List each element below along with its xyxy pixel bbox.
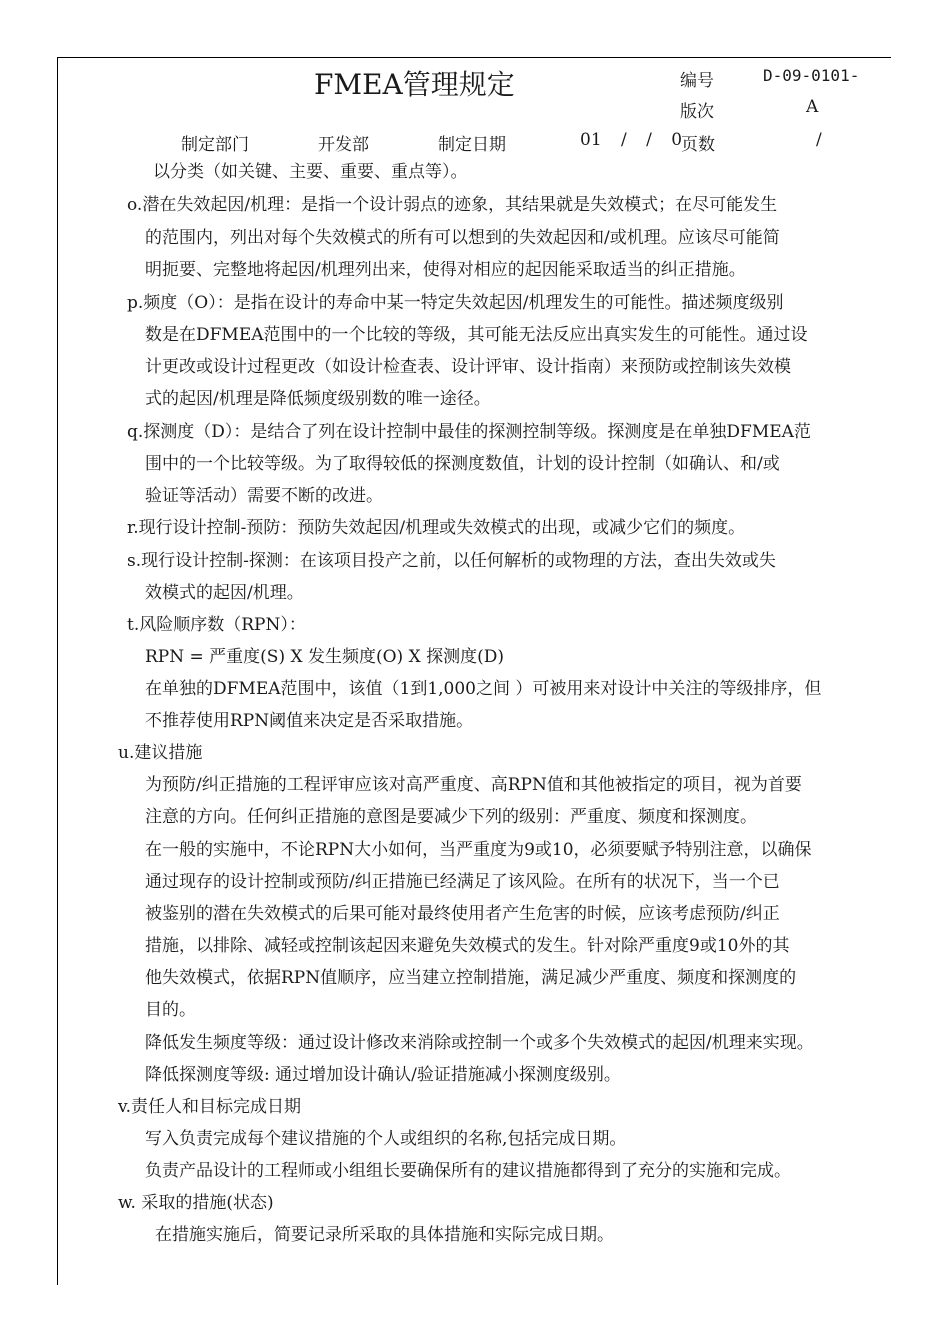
body-line: 明扼要、完整地将起因/机理列出来，使得对相应的起因能采取适当的纠正措施。 <box>145 260 746 280</box>
item-u-heading: u.建议措施 <box>118 743 203 763</box>
pages-label: 页数 <box>681 135 715 155</box>
pages-value: / <box>816 130 822 150</box>
body-line: 在单独的DFMEA范围中，该值（1到1,000之间 ）可被用来对设计中关注的等级排序，但 <box>145 679 822 699</box>
document-title: FMEA管理规定 <box>314 68 515 101</box>
date-label: 制定日期 <box>438 135 506 155</box>
body-line: 计更改或设计过程更改（如设计检查表、设计评审、设计指南）来预防或控制该失效模 <box>145 357 791 377</box>
item-q-heading: q.探测度（D）：是结合了列在设计控制中最佳的探测控制等级。探测度是在单独DFMEA范 <box>127 422 811 442</box>
rpn-formula: RPN = 严重度(S) X 发生频度(O) X 探测度(D) <box>145 647 504 667</box>
version-value: A <box>806 97 819 117</box>
body-line: 措施，以排除、减轻或控制该起因来避免失效模式的发生。针对除严重度9或10外的其 <box>145 936 790 956</box>
version-label: 版次 <box>680 102 714 122</box>
body-line: 在一般的实施中，不论RPN大小如何，当严重度为9或10，必须要赋予特别注意，以确保 <box>145 840 812 860</box>
header-top-rule <box>57 57 891 58</box>
item-o-heading: o.潜在失效起因/机理：是指一个设计弱点的迹象，其结果就是失效模式；在尽可能发生 <box>127 195 778 215</box>
body-line: 写入负责完成每个建议措施的个人或组织的名称,包括完成日期。 <box>145 1129 627 1149</box>
body-line: 数是在DFMEA范围中的一个比较的等级，其可能无法反应出真实发生的可能性。通过设 <box>145 325 808 345</box>
item-s-heading: s.现行设计控制-探测：在该项目投产之前，以任何解析的或物理的方法，查出失效或失 <box>127 551 776 571</box>
body-line: 围中的一个比较等级。为了取得较低的探测度数值，计划的设计控制（如确认、和/或 <box>145 454 780 474</box>
body-line: 效模式的起因/机理。 <box>145 583 304 603</box>
page-left-rule <box>57 57 58 1285</box>
body-line: 他失效模式，依据RPN值顺序，应当建立控制措施，满足减少严重度、频度和探测度的 <box>145 968 797 988</box>
body-line: 式的起因/机理是降低频度级别数的唯一途径。 <box>145 389 491 409</box>
dept-value: 开发部 <box>318 135 369 155</box>
body-line: 负责产品设计的工程师或小组组长要确保所有的建议措施都得到了充分的实施和完成。 <box>145 1161 791 1181</box>
number-label: 编号 <box>680 71 714 91</box>
body-line: 降低发生频度等级：通过设计修改来消除或控制一个或多个失效模式的起因/机理来实现。 <box>145 1033 814 1053</box>
item-v-heading: v.责任人和目标完成日期 <box>118 1097 301 1117</box>
body-line: 目的。 <box>145 1000 196 1020</box>
body-line: 为预防/纠正措施的工程评审应该对高严重度、高RPN值和其他被指定的项目，视为首要 <box>145 775 802 795</box>
number-value: D-09-0101- <box>763 66 860 85</box>
body-line: 降低探测度等级: 通过增加设计确认/验证措施减小探测度级别。 <box>145 1065 621 1085</box>
body-line: 以分类（如关键、主要、重要、重点等）。 <box>153 162 468 182</box>
body-line: 验证等活动）需要不断的改进。 <box>145 486 383 506</box>
body-line: 被鉴别的潜在失效模式的后果可能对最终使用者产生危害的时候，应该考虑预防/纠正 <box>145 904 780 924</box>
item-w-heading: w. 采取的措施(状态) <box>118 1193 274 1213</box>
body-line: 注意的方向。任何纠正措施的意图是要减少下列的级别：严重度、频度和探测度。 <box>145 807 757 827</box>
item-t-heading: t.风险顺序数（RPN）： <box>127 615 306 635</box>
body-line: 的范围内，列出对每个失效模式的所有可以想到的失效起因和/或机理。应该尽可能简 <box>145 228 780 248</box>
date-value: 01 / / 0 <box>580 130 683 150</box>
body-line: 在措施实施后，简要记录所采取的具体措施和实际完成日期。 <box>155 1225 614 1245</box>
item-r-heading: r.现行设计控制-预防：预防失效起因/机理或失效模式的出现，或减少它们的频度。 <box>127 518 746 538</box>
body-line: 不推荐使用RPN阈值来决定是否采取措施。 <box>145 711 474 731</box>
dept-label: 制定部门 <box>181 135 249 155</box>
item-p-heading: p.频度（O）：是指在设计的寿命中某一特定失效起因/机理发生的可能性。描述频度级别 <box>127 293 784 313</box>
body-line: 通过现存的设计控制或预防/纠正措施已经满足了该风险。在所有的状况下，当一个已 <box>145 872 780 892</box>
